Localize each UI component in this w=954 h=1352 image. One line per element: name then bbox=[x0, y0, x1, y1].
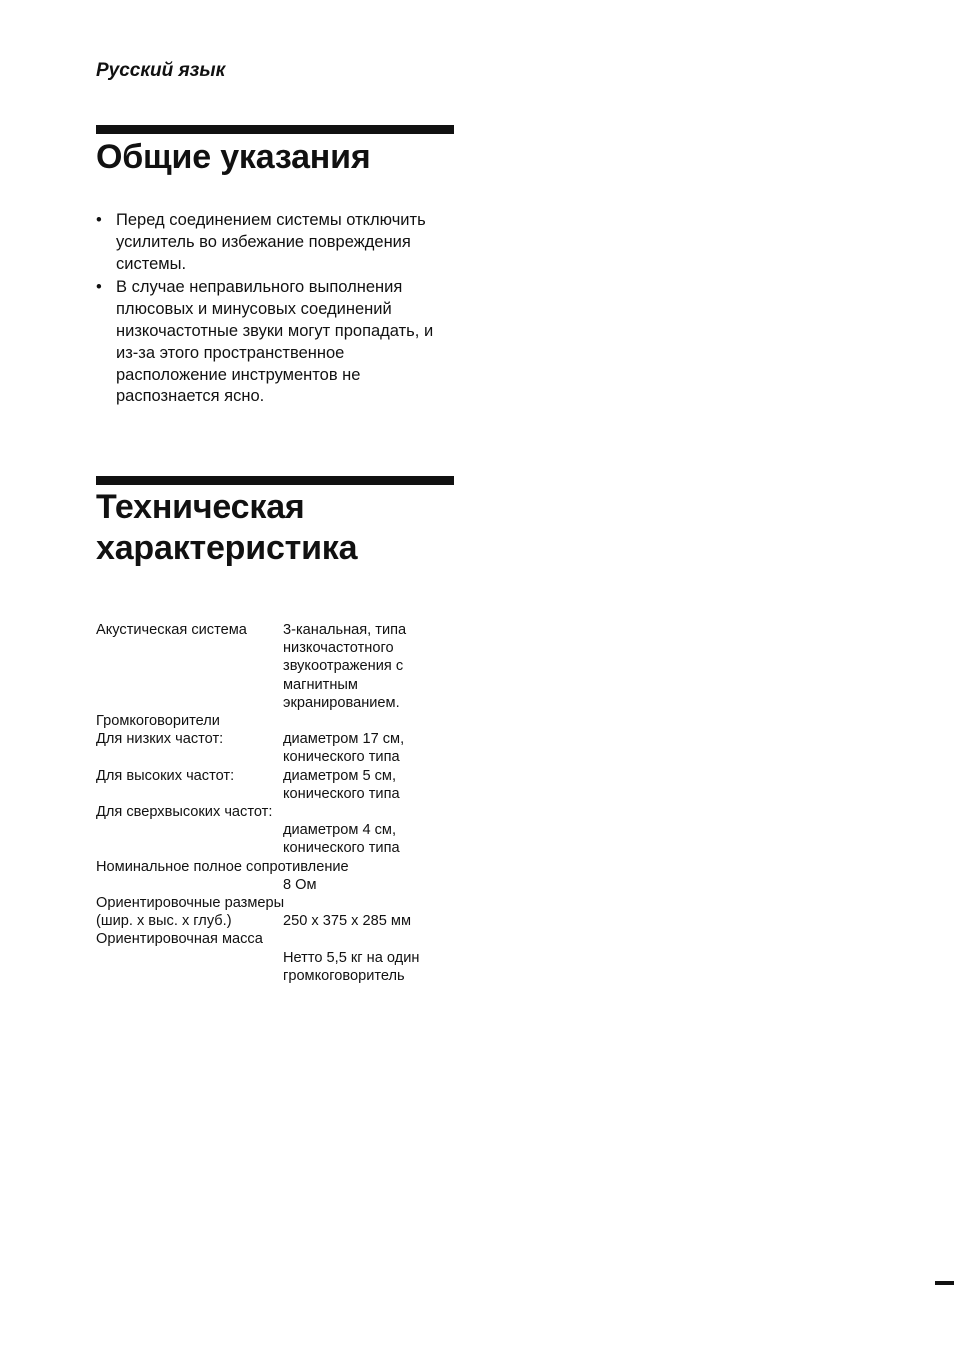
spec-value bbox=[283, 821, 456, 857]
language-label: Русский язык bbox=[96, 60, 226, 81]
spec-value-line: громкоговоритель bbox=[283, 967, 405, 984]
spec-value-line: низкочастотного bbox=[283, 640, 394, 657]
spec-value-line: диаметром 17 см, bbox=[283, 731, 405, 748]
specs-title-line: Техническая bbox=[96, 488, 305, 526]
specs-table bbox=[96, 621, 456, 985]
spec-value-line: конического типа bbox=[283, 785, 400, 802]
spec-row-tweeter bbox=[96, 767, 456, 803]
spec-label: Для низких частот: bbox=[96, 731, 224, 748]
spec-row-dimensions-sub bbox=[96, 912, 456, 930]
bullet-item bbox=[96, 277, 454, 408]
spec-row-woofer bbox=[96, 730, 456, 766]
general-title: Общие указания bbox=[96, 138, 371, 176]
spec-row-dimensions bbox=[96, 894, 456, 912]
spec-value-line: звукоотражения с bbox=[283, 658, 404, 675]
spec-row-speakers bbox=[96, 712, 456, 730]
specs-title-line: характеристика bbox=[96, 529, 358, 567]
page-edge-marker bbox=[935, 1281, 954, 1285]
spec-label: Для сверхвысоких частот: bbox=[96, 803, 273, 820]
spec-label: Акустическая система bbox=[96, 622, 247, 638]
spec-value-line: диаметром 4 см, bbox=[283, 822, 397, 839]
section-rule bbox=[96, 125, 454, 134]
spec-value: 8 Ом bbox=[283, 876, 317, 893]
spec-value: 250 x 375 x 285 мм bbox=[283, 913, 411, 930]
bullet-text: Перед соединением системы отключить усилитель во избежание повреждения системы. bbox=[116, 211, 426, 273]
spec-value bbox=[283, 730, 404, 766]
spec-row-mass bbox=[96, 930, 456, 985]
spec-label: Ориентировочные размеры bbox=[96, 895, 285, 911]
spec-value bbox=[283, 767, 400, 803]
spec-value bbox=[283, 621, 406, 712]
spec-label: (шир. x выс. x глуб.) bbox=[96, 913, 232, 930]
bullet-dot: • bbox=[96, 278, 102, 297]
spec-value-line: экранированием. bbox=[283, 694, 400, 711]
spec-value-line: диаметром 5 см, bbox=[283, 767, 397, 784]
spec-row-supertweeter bbox=[96, 803, 456, 858]
spec-row-acoustic bbox=[96, 621, 456, 712]
spec-label: Ориентировочная масса bbox=[96, 931, 263, 948]
specs-title bbox=[96, 487, 357, 569]
general-bullets bbox=[96, 210, 454, 410]
spec-value-line: магнитным bbox=[283, 676, 358, 693]
section-rule bbox=[96, 476, 454, 485]
spec-label: Громкоговорители bbox=[96, 713, 220, 729]
spec-value-line: конического типа bbox=[283, 749, 400, 766]
bullet-item bbox=[96, 210, 454, 275]
spec-value bbox=[283, 949, 456, 985]
spec-value-line: конического типа bbox=[283, 840, 400, 857]
spec-value-line: Нетто 5,5 кг на один bbox=[283, 949, 420, 966]
spec-value-line: 3-канальная, типа bbox=[283, 622, 407, 638]
spec-row-impedance bbox=[96, 858, 456, 894]
spec-label: Номинальное полное сопротивление bbox=[96, 858, 349, 875]
spec-label: Для высоких частот: bbox=[96, 767, 235, 784]
bullet-dot: • bbox=[96, 211, 102, 229]
bullet-text: В случае неправильного выполнения плюсовых и минусовых соединений низкочастотные звуки могут пропадать, и из-за этого пространственное расположение инструментов не распознается ясно. bbox=[116, 278, 434, 406]
